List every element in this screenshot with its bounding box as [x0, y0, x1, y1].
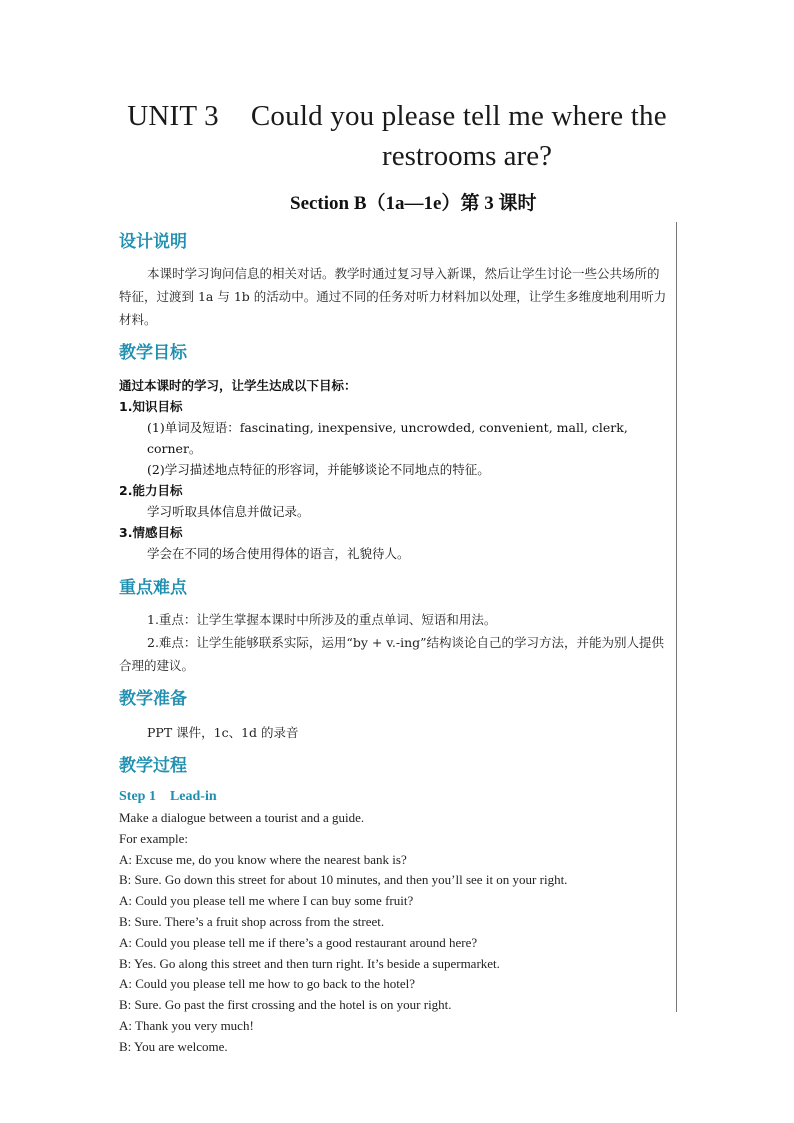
dialogue-line: For example:: [119, 830, 188, 846]
heading-preparation: 教学准备: [119, 689, 187, 709]
key-point-2: 2.难点：让学生能够联系实际，运用“by + v.-ing”结构谈论自己的学习方法，并能为别人提供合理的建议。: [119, 635, 665, 673]
emotion-item-1: 学会在不同的场合使用得体的语言，礼貌待人。: [147, 546, 410, 561]
unit-label: UNIT 3: [127, 100, 219, 132]
dialogue-line: A: Thank you very much!: [119, 1017, 254, 1033]
heading-goals: 教学目标: [119, 343, 187, 363]
section-subtitle: Section B（1a—1e）第 3 课时: [290, 193, 537, 214]
knowledge-title: 1.知识目标: [119, 399, 183, 414]
heading-process: 教学过程: [119, 756, 187, 776]
dialogue-line: A: Could you please tell me how to go back to the hotel?: [119, 976, 416, 992]
title-part-1: Could you please tell me where the: [250, 100, 667, 132]
heading-design: 设计说明: [119, 232, 187, 252]
dialogue-line: B: Sure. There’s a fruit shop across from the street.: [119, 913, 385, 929]
dialogue-line: Make a dialogue between a tourist and a guide.: [119, 810, 365, 825]
dialogue-line: A: Could you please tell me if there’s a good restaurant around here?: [119, 934, 478, 950]
dialogue-line: A: Excuse me, do you know where the nearest bank is?: [119, 851, 407, 867]
ability-item-1: 学习听取具体信息并做记录。: [147, 504, 310, 519]
key-point-1: 1.重点：让学生掌握本课时中所涉及的重点单词、短语和用法。: [147, 612, 497, 627]
goals-intro: 通过本课时的学习，让学生达成以下目标：: [119, 378, 357, 393]
document-body: [119, 228, 669, 1058]
preparation-text: PPT 课件，1c、1d 的录音: [147, 725, 299, 740]
dialogue-line: B: You are welcome.: [119, 1038, 228, 1054]
heading-key-points: 重点难点: [119, 578, 187, 598]
margin-divider: [676, 222, 677, 1012]
dialogue-line: B: Yes. Go along this street and then turn right. It’s beside a supermarket.: [119, 955, 500, 971]
knowledge-item-1: (1)单词及短语：fascinating, inexpensive, uncrowded, convenient, mall, clerk, corner。: [147, 420, 628, 456]
knowledge-item-2: (2)学习描述地点特征的形容词，并能够谈论不同地点的特征。: [147, 462, 490, 477]
design-text: 本课时学习询问信息的相关对话。教学时通过复习导入新课，然后让学生讨论一些公共场所的特征，过渡到 1a 与 1b 的活动中。通过不同的任务对听力材料加以处理，让学生多维度地利用听力材料。: [119, 266, 667, 327]
dialogue-line: B: Sure. Go down this street for about 10 minutes, and then you’ll see it on your right.: [119, 872, 568, 888]
page-title-line-1: [0, 100, 794, 133]
ability-title: 2.能力目标: [119, 483, 183, 498]
dialogue-line: B: Sure. Go past the first crossing and the hotel is on your right.: [119, 997, 452, 1013]
page-title-line-2: restrooms are?: [382, 140, 552, 172]
emotion-title: 3.情感目标: [119, 525, 183, 540]
step-1-title: Step 1 Lead-in: [119, 789, 217, 804]
dialogue-line: A: Could you please tell me where I can buy some fruit?: [119, 893, 414, 909]
